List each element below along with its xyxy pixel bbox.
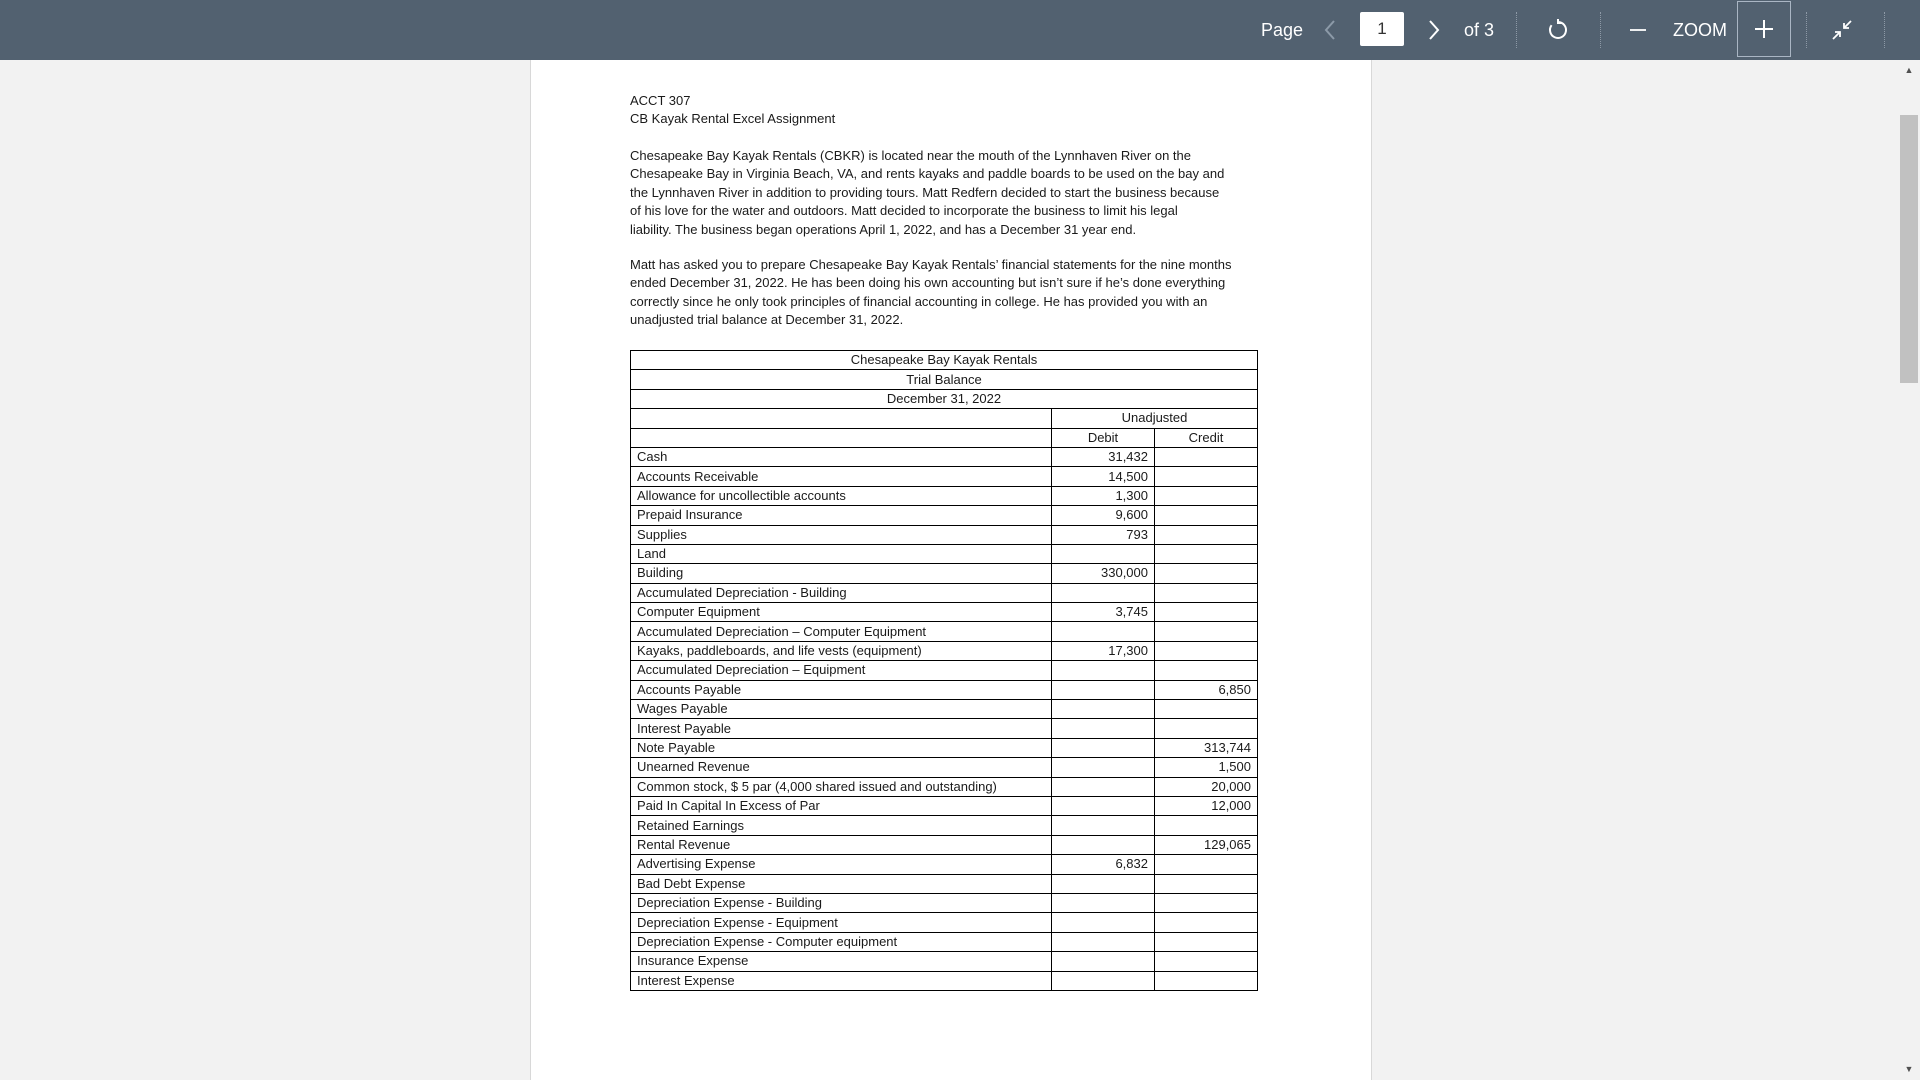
table-row	[631, 525, 1258, 544]
table-row	[631, 855, 1258, 874]
scroll-down-icon[interactable]: ▼	[1904, 1064, 1914, 1074]
empty-cell	[631, 428, 1052, 447]
rotate-button[interactable]	[1540, 0, 1576, 60]
table-row	[631, 564, 1258, 583]
zoom-in-button[interactable]	[1737, 1, 1791, 57]
account-cell: Accounts Payable	[631, 680, 1052, 699]
credit-cell	[1155, 661, 1258, 680]
account-cell: Unearned Revenue	[631, 758, 1052, 777]
debit-cell	[1052, 932, 1155, 951]
table-row	[631, 952, 1258, 971]
empty-cell	[631, 409, 1052, 428]
debit-cell	[1052, 719, 1155, 738]
account-cell: Bad Debt Expense	[631, 874, 1052, 893]
debit-cell: 17,300	[1052, 641, 1155, 660]
debit-cell	[1052, 777, 1155, 796]
debit-cell	[1052, 796, 1155, 815]
course-code: ACCT 307	[630, 93, 691, 108]
table-row	[631, 719, 1258, 738]
account-cell: Accumulated Depreciation – Equipment	[631, 661, 1052, 680]
plus-icon	[1754, 19, 1774, 39]
account-cell: Supplies	[631, 525, 1052, 544]
account-cell: Accumulated Depreciation – Computer Equipment	[631, 622, 1052, 641]
credit-cell	[1155, 564, 1258, 583]
table-row	[631, 874, 1258, 893]
table-row	[631, 603, 1258, 622]
debit-cell	[1052, 835, 1155, 854]
table-row	[631, 796, 1258, 815]
debit-cell	[1052, 622, 1155, 641]
credit-cell	[1155, 525, 1258, 544]
paragraph-line: Chesapeake Bay Kayak Rentals (CBKR) is located near the mouth of the Lynnhaven River on the	[630, 148, 1191, 163]
assignment-title: CB Kayak Rental Excel Assignment	[630, 111, 836, 127]
next-page-button[interactable]	[1420, 0, 1448, 60]
account-cell: Note Payable	[631, 738, 1052, 757]
column-header-row	[631, 428, 1258, 447]
account-cell: Depreciation Expense - Building	[631, 893, 1052, 912]
table-row	[631, 932, 1258, 951]
credit-cell: 313,744	[1155, 738, 1258, 757]
credit-header: Credit	[1155, 428, 1258, 447]
table-row	[631, 447, 1258, 466]
account-cell: Depreciation Expense - Computer equipment	[631, 932, 1052, 951]
debit-cell	[1052, 544, 1155, 563]
debit-cell	[1052, 700, 1155, 719]
credit-cell	[1155, 874, 1258, 893]
scroll-up-icon[interactable]: ▲	[1904, 65, 1914, 75]
table-title-row	[631, 370, 1258, 389]
toolbar-divider	[1806, 12, 1807, 48]
credit-cell	[1155, 700, 1258, 719]
account-cell: Cash	[631, 447, 1052, 466]
chevron-left-icon	[1323, 19, 1337, 41]
debit-cell	[1052, 913, 1155, 932]
account-cell: Common stock, $ 5 par (4,000 shared issued and outstanding)	[631, 777, 1052, 796]
credit-cell: 1,500	[1155, 758, 1258, 777]
column-group-header: Unadjusted	[1052, 409, 1258, 428]
collapse-icon	[1831, 19, 1853, 41]
table-row	[631, 661, 1258, 680]
toolbar-divider	[1600, 12, 1601, 48]
account-cell: Insurance Expense	[631, 952, 1052, 971]
debit-cell: 1,300	[1052, 486, 1155, 505]
table-title-row	[631, 389, 1258, 408]
account-cell: Prepaid Insurance	[631, 506, 1052, 525]
account-cell: Accounts Receivable	[631, 467, 1052, 486]
credit-cell	[1155, 971, 1258, 990]
table-row	[631, 893, 1258, 912]
trial-balance-table	[630, 350, 1258, 991]
zoom-label: ZOOM	[1673, 19, 1727, 40]
debit-cell: 3,745	[1052, 603, 1155, 622]
account-cell: Paid In Capital In Excess of Par	[631, 796, 1052, 815]
debit-cell: 6,832	[1052, 855, 1155, 874]
credit-cell	[1155, 816, 1258, 835]
page-number-input[interactable]	[1360, 12, 1404, 46]
credit-cell: 12,000	[1155, 796, 1258, 815]
company-name: Chesapeake Bay Kayak Rentals	[631, 351, 1258, 370]
credit-cell	[1155, 622, 1258, 641]
credit-cell	[1155, 583, 1258, 602]
debit-cell	[1052, 952, 1155, 971]
credit-cell: 20,000	[1155, 777, 1258, 796]
account-cell: Allowance for uncollectible accounts	[631, 486, 1052, 505]
table-row	[631, 641, 1258, 660]
paragraph-line: Matt has asked you to prepare Chesapeake Bay Kayak Rentals’ financial statements for the nine months	[630, 257, 1232, 272]
table-row	[631, 486, 1258, 505]
paragraph-line: Chesapeake Bay in Virginia Beach, VA, and rents kayaks and paddle boards to be used on the bay and	[630, 166, 1225, 182]
account-cell: Accumulated Depreciation - Building	[631, 583, 1052, 602]
table-row	[631, 506, 1258, 525]
debit-cell	[1052, 738, 1155, 757]
account-cell: Retained Earnings	[631, 816, 1052, 835]
exit-fullscreen-button[interactable]	[1824, 0, 1860, 60]
credit-cell	[1155, 544, 1258, 563]
paragraph-line: ended December 31, 2022. He has been doing his own accounting but isn’t sure if he’s done everything	[630, 275, 1226, 291]
account-cell: Land	[631, 544, 1052, 563]
debit-cell	[1052, 680, 1155, 699]
paragraph-line: unadjusted trial balance at December 31, 2022.	[630, 312, 904, 328]
table-row	[631, 913, 1258, 932]
paragraph-line: of his love for the water and outdoors. Matt decided to incorporate the business to limit his legal	[630, 203, 1178, 219]
page-label: Page	[1260, 19, 1304, 40]
toolbar-divider	[1884, 12, 1885, 48]
credit-cell	[1155, 603, 1258, 622]
debit-cell	[1052, 874, 1155, 893]
table-row	[631, 738, 1258, 757]
credit-cell	[1155, 719, 1258, 738]
debit-cell: 330,000	[1052, 564, 1155, 583]
account-cell: Kayaks, paddleboards, and life vests (equipment)	[631, 641, 1052, 660]
zoom-out-button[interactable]	[1620, 0, 1656, 60]
credit-cell	[1155, 855, 1258, 874]
account-cell: Building	[631, 564, 1052, 583]
account-cell: Interest Expense	[631, 971, 1052, 990]
table-row	[631, 467, 1258, 486]
document-heading	[630, 92, 1270, 129]
debit-cell: 793	[1052, 525, 1155, 544]
debit-cell: 31,432	[1052, 447, 1155, 466]
debit-cell	[1052, 661, 1155, 680]
column-group-row	[631, 409, 1258, 428]
table-row	[631, 816, 1258, 835]
credit-cell	[1155, 641, 1258, 660]
paragraph-line: correctly since he only took principles of financial accounting in college. He has provided you with an	[630, 293, 1208, 309]
table-row	[631, 835, 1258, 854]
credit-cell	[1155, 932, 1258, 951]
request-paragraph	[630, 256, 1270, 330]
table-row	[631, 700, 1258, 719]
debit-cell	[1052, 583, 1155, 602]
previous-page-button[interactable]	[1316, 0, 1344, 60]
account-cell: Advertising Expense	[631, 855, 1052, 874]
account-cell: Depreciation Expense - Equipment	[631, 913, 1052, 932]
rotate-icon	[1546, 18, 1570, 42]
credit-cell	[1155, 506, 1258, 525]
paragraph-line: liability. The business began operations April 1, 2022, and has a December 31 year end.	[630, 221, 1137, 237]
table-row	[631, 583, 1258, 602]
debit-header: Debit	[1052, 428, 1155, 447]
account-cell: Computer Equipment	[631, 603, 1052, 622]
credit-cell: 6,850	[1155, 680, 1258, 699]
debit-cell: 9,600	[1052, 506, 1155, 525]
chevron-right-icon	[1427, 19, 1441, 41]
intro-paragraph	[630, 147, 1270, 239]
table-row	[631, 758, 1258, 777]
credit-cell	[1155, 486, 1258, 505]
statement-date: December 31, 2022	[631, 389, 1258, 408]
debit-cell	[1052, 893, 1155, 912]
minus-icon	[1629, 21, 1647, 39]
table-row	[631, 971, 1258, 990]
paragraph-line: the Lynnhaven River in addition to providing tours. Matt Redfern decided to start the business because	[630, 184, 1220, 200]
zoom-in-button-inner[interactable]	[1738, 2, 1790, 56]
pdf-toolbar	[0, 0, 1920, 60]
debit-cell: 14,500	[1052, 467, 1155, 486]
table-row	[631, 680, 1258, 699]
credit-cell: 129,065	[1155, 835, 1258, 854]
table-row	[631, 777, 1258, 796]
credit-cell	[1155, 447, 1258, 466]
credit-cell	[1155, 952, 1258, 971]
credit-cell	[1155, 467, 1258, 486]
account-cell: Interest Payable	[631, 719, 1052, 738]
scrollbar-thumb[interactable]	[1900, 115, 1918, 383]
statement-name: Trial Balance	[631, 370, 1258, 389]
account-cell: Rental Revenue	[631, 835, 1052, 854]
table-title-row	[631, 351, 1258, 370]
page-count: of 3	[1463, 19, 1495, 40]
credit-cell	[1155, 893, 1258, 912]
toolbar-divider	[1516, 12, 1517, 48]
table-row	[631, 622, 1258, 641]
table-row	[631, 544, 1258, 563]
account-cell: Wages Payable	[631, 700, 1052, 719]
document-page	[530, 60, 1372, 1080]
credit-cell	[1155, 913, 1258, 932]
debit-cell	[1052, 758, 1155, 777]
debit-cell	[1052, 971, 1155, 990]
debit-cell	[1052, 816, 1155, 835]
